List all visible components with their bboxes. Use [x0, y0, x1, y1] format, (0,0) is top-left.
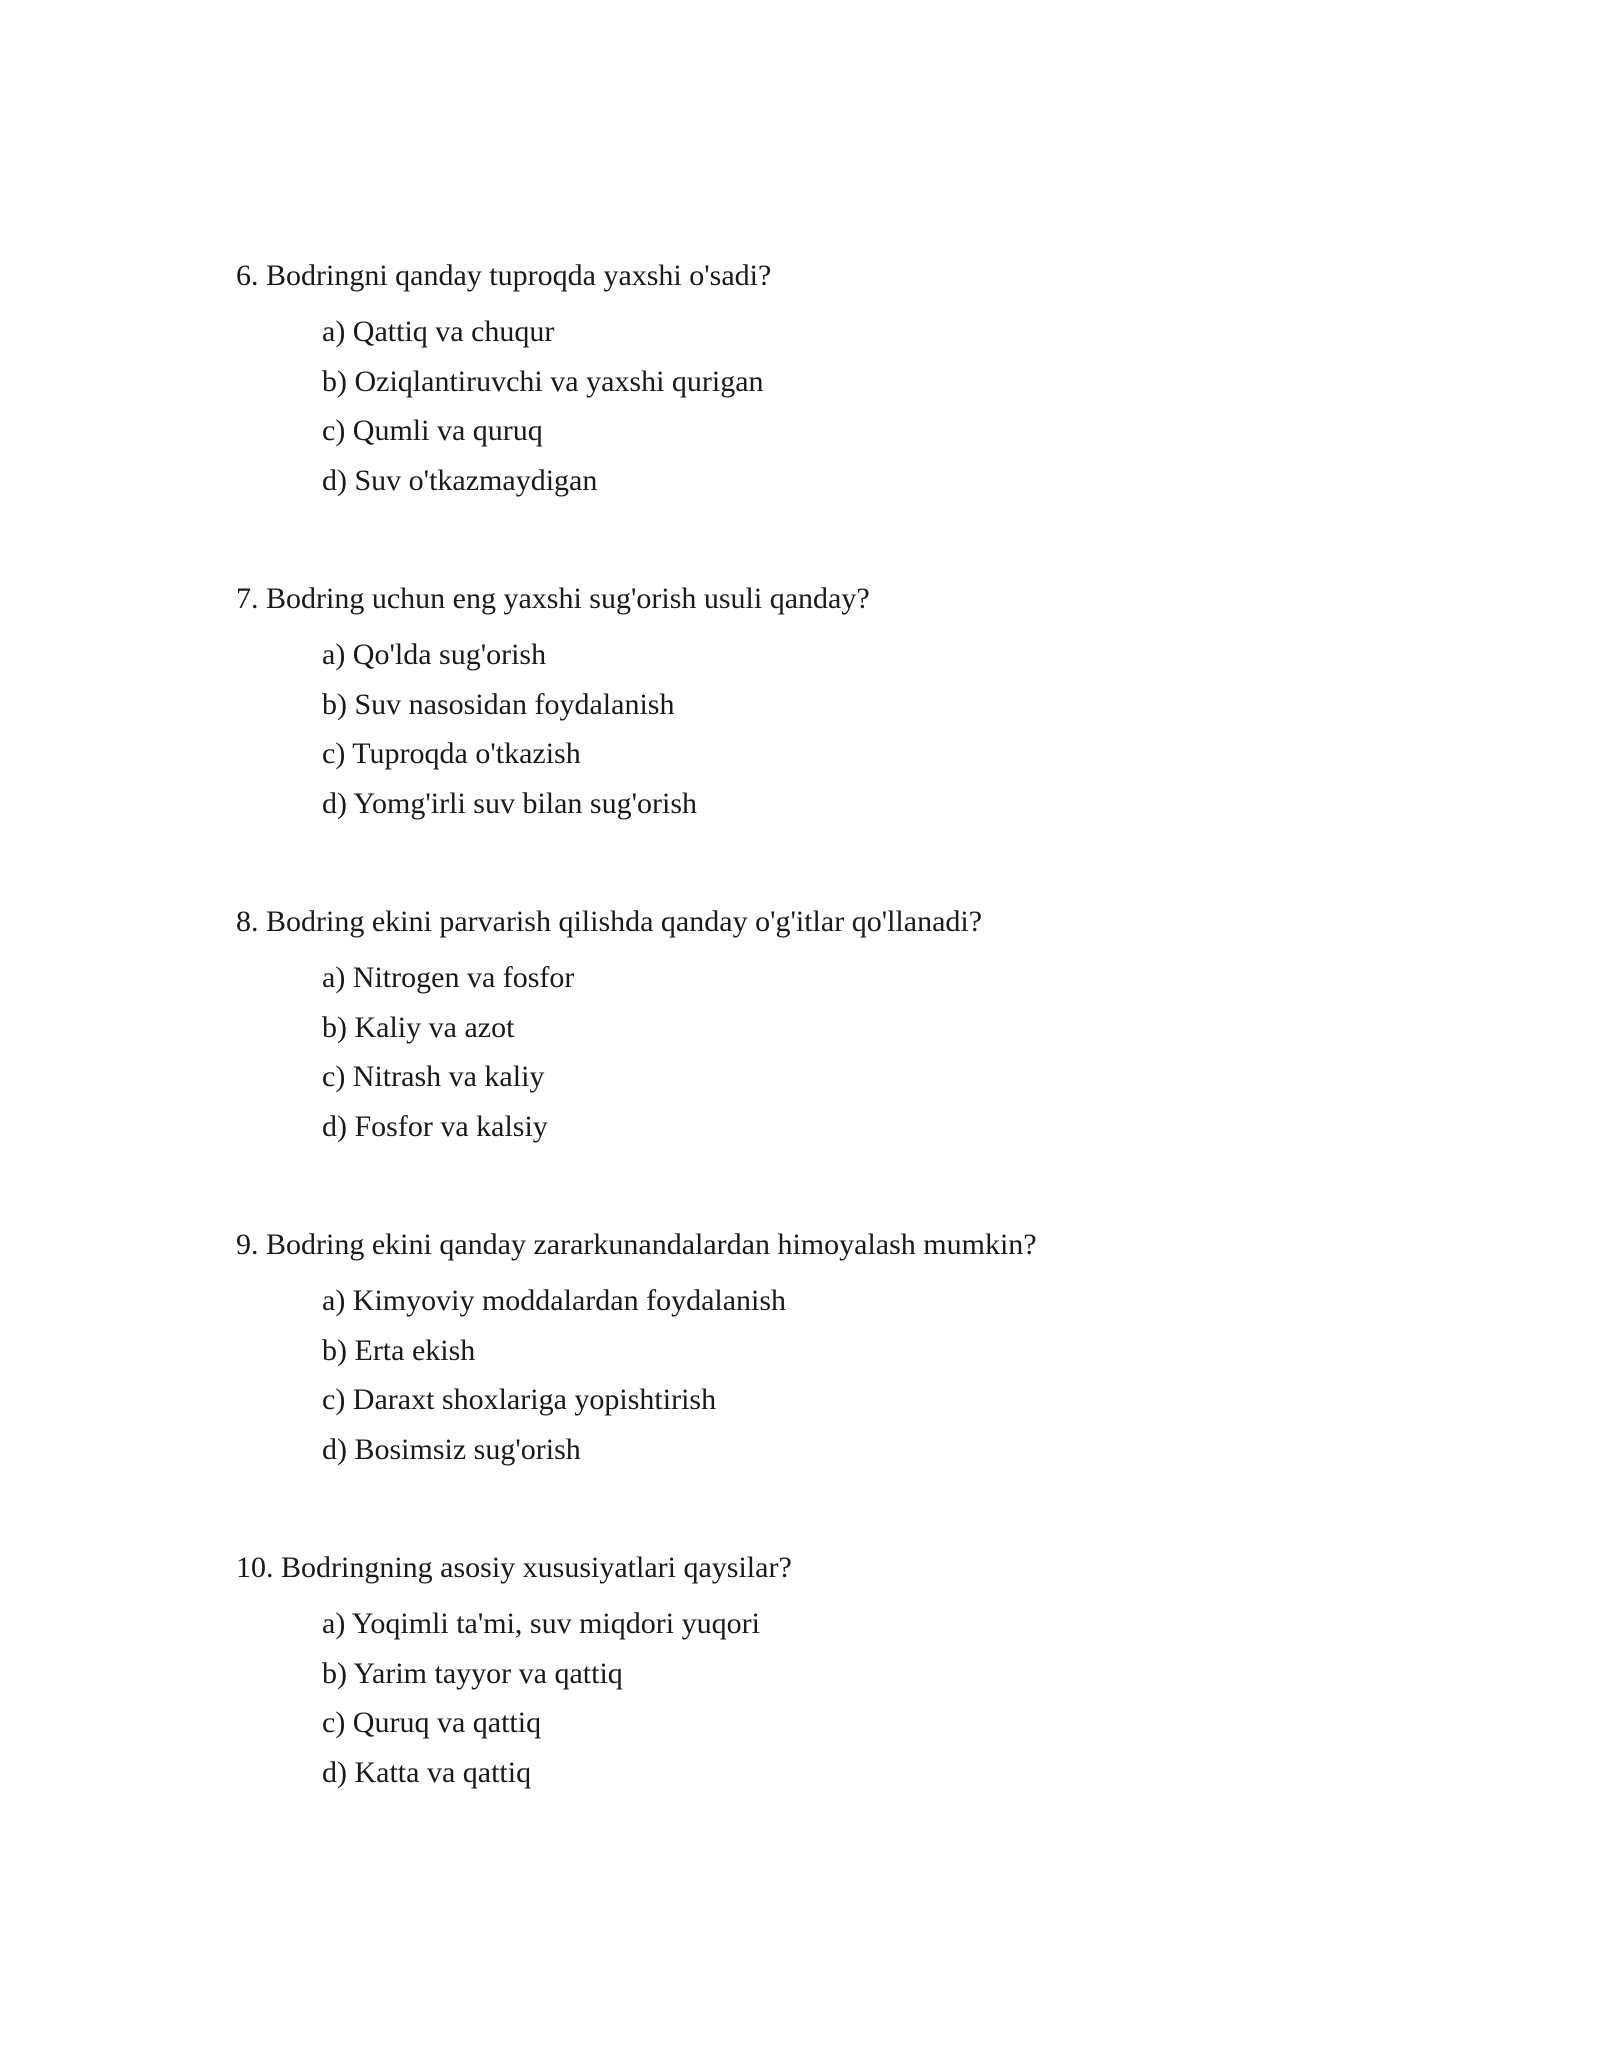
option-a: a) Nitrogen va fosfor — [322, 961, 575, 994]
option-a: a) Qattiq va chuqur — [322, 315, 555, 348]
option-b: b) Yarim tayyor va qattiq — [322, 1656, 623, 1690]
option-c: c) Qumli va quruq — [322, 414, 543, 447]
option-b: b) Oziqlantiruvchi va yaxshi qurigan — [322, 364, 764, 398]
option-d: d) Bosimsiz sug'orish — [322, 1432, 581, 1466]
options-list — [236, 637, 1436, 822]
question-text: 6. Bodringni qanday tuproqda yaxshi o'sadi? — [236, 259, 772, 292]
option-c: c) Nitrash va kaliy — [322, 1060, 545, 1093]
question-text: 10. Bodringning asosiy xususiyatlari qaysilar? — [236, 1551, 792, 1584]
question-10 — [236, 1550, 1436, 1804]
options-list — [236, 960, 1436, 1145]
option-a: a) Kimyoviy moddalardan foydalanish — [322, 1284, 787, 1317]
question-7 — [236, 581, 1436, 835]
option-b: b) Erta ekish — [322, 1333, 476, 1367]
option-c: c) Quruq va qattiq — [322, 1706, 542, 1739]
option-c: c) Daraxt shoxlariga yopishtirish — [322, 1383, 717, 1416]
option-a: a) Qo'lda sug'orish — [322, 638, 547, 671]
options-list — [236, 314, 1436, 499]
option-d: d) Fosfor va kalsiy — [322, 1109, 548, 1143]
question-text: 9. Bodring ekini qanday zararkunandalardan himoyalash mumkin? — [236, 1228, 1037, 1261]
option-d: d) Yomg'irli suv bilan sug'orish — [322, 786, 698, 820]
option-c: c) Tuproqda o'tkazish — [322, 737, 581, 770]
question-text: 8. Bodring ekini parvarish qilishda qanday o'g'itlar qo'llanadi? — [236, 905, 983, 938]
question-6 — [236, 258, 1436, 512]
question-9 — [236, 1227, 1436, 1481]
option-d: d) Katta va qattiq — [322, 1755, 532, 1789]
options-list — [236, 1606, 1436, 1791]
question-8 — [236, 904, 1436, 1158]
options-list — [236, 1283, 1436, 1468]
option-d: d) Suv o'tkazmaydigan — [322, 463, 598, 497]
question-text: 7. Bodring uchun eng yaxshi sug'orish usuli qanday? — [236, 582, 870, 615]
option-a: a) Yoqimli ta'mi, suv miqdori yuqori — [322, 1607, 760, 1640]
option-b: b) Kaliy va azot — [322, 1010, 515, 1044]
option-b: b) Suv nasosidan foydalanish — [322, 687, 675, 721]
